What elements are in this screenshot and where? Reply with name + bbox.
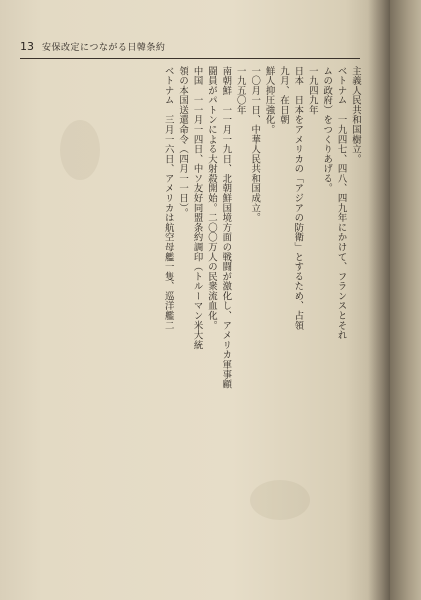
page-number: 13 (20, 39, 34, 53)
body-text (22, 66, 362, 566)
text-column: 九月、在日朝 (277, 66, 289, 125)
text-column: 主義人民共和国樹立。 (350, 66, 361, 164)
text-column: 一〇月一日、中華人民共和国成立。 (249, 66, 261, 223)
facing-page-edge (390, 0, 421, 600)
text-column: 一九四九年 (306, 66, 318, 115)
running-title: 安保改定につながる日韓条約 (42, 42, 166, 53)
text-column: 中国 一一月一四日、中ソ友好同盟条約調印（トルーマン米大統 (191, 66, 203, 350)
text-column: ベトナム 三月一六日、アメリカは航空母艦一隻、巡洋艦二 (162, 66, 174, 331)
header-rule (20, 58, 360, 59)
text-column: 闘員がパトンによる大射殺開始。二〇〇万人の民衆流血化。 (205, 66, 217, 331)
text-column: ベトナム 一九四七、四八、四九年にかけて、フランスとそれ (335, 66, 347, 341)
page-gutter-shadow (368, 0, 390, 600)
text-column: 鮮人抑圧強化。 (263, 66, 275, 135)
text-column: 日本 日本をアメリカの「アジアの防衛」とするため、占領 (292, 66, 304, 331)
page-header (20, 38, 165, 54)
text-column: 一九五〇年 (234, 66, 246, 115)
text-column: ムの政府）をつくりあげる。 (321, 66, 333, 194)
text-column: 南朝鮮 一一月一九日、北朝鮮国境方面の戦闘が激化し、アメリカ軍事顧 (220, 66, 232, 390)
text-column: 領の本国送還命令（四月一一日）。 (177, 66, 189, 218)
